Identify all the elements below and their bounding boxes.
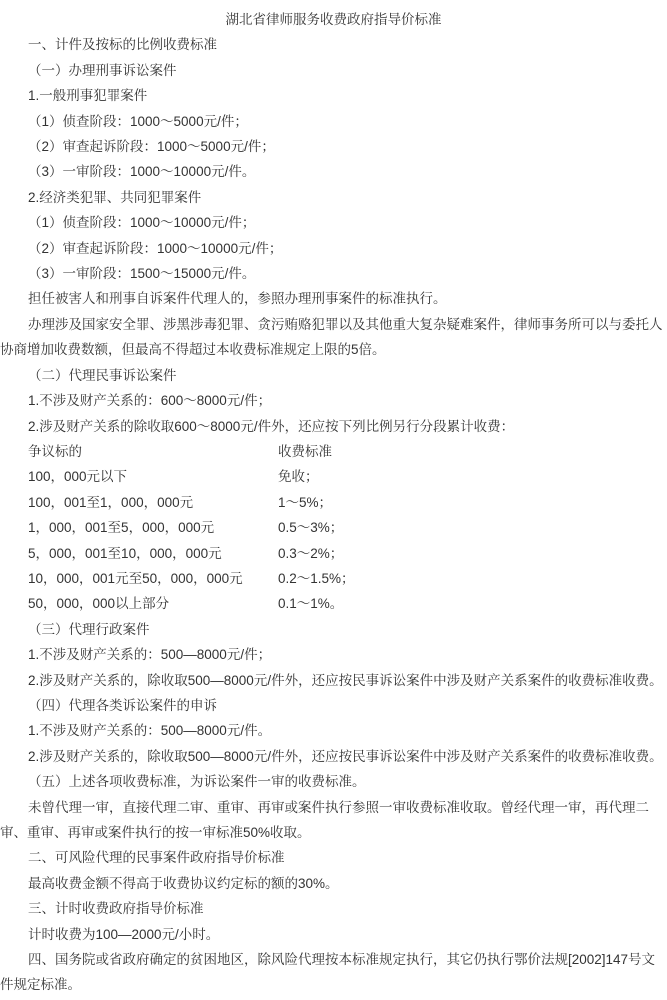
fee-table-row — [0, 591, 667, 616]
paragraph: 1.不涉及财产关系的：600～8000元/件； — [28, 393, 272, 409]
paragraph: （五）上述各项收费标准，为诉讼案件一审的收费标准。 — [28, 774, 366, 790]
paragraph: 1.一般刑事犯罪案件 — [28, 88, 148, 104]
fee-table-row — [0, 464, 667, 489]
paragraph: 三、计时收费政府指导价标准 — [28, 901, 204, 917]
paragraph: 1.不涉及财产关系的：500—8000元/件； — [28, 647, 272, 663]
fee-table-row — [0, 566, 667, 591]
paragraph: （3）一审阶段：1000～10000元/件。 — [28, 164, 256, 180]
fee-rate-header: 收费标准 — [278, 443, 332, 459]
fee-range-cell: 100，000元以下 — [28, 469, 128, 485]
paragraph: （3）一审阶段：1500～15000元/件。 — [28, 266, 256, 282]
paragraph: 担任被害人和刑事自诉案件代理人的，参照办理刑事案件的标准执行。 — [28, 291, 447, 307]
paragraph: 2.涉及财产关系的，除收取500—8000元/件外，还应按民事诉讼案件中涉及财产关系案件的收费标准收费。 — [28, 748, 663, 764]
paragraph: （1）侦查阶段：1000～5000元/件； — [28, 113, 248, 129]
fee-table-row — [0, 490, 667, 515]
paragraph: （四）代理各类诉讼案件的申诉 — [28, 697, 217, 713]
fee-range-cell: 100，001至1，000，000元 — [28, 494, 194, 510]
paragraph: 2.涉及财产关系的，除收取500—8000元/件外，还应按民事诉讼案件中涉及财产关系案件的收费标准收费。 — [28, 672, 663, 688]
paragraph: 二、可风险代理的民事案件政府指导价标准 — [28, 850, 285, 866]
fee-rate-cell: 0.2～1.5%； — [278, 570, 355, 586]
paragraph: 2.经济类犯罪、共同犯罪案件 — [28, 189, 202, 205]
section-piece-rate-fees — [0, 32, 667, 439]
fee-rate-cell: 0.3～2%； — [278, 545, 344, 561]
fee-range-cell: 50，000，000以上部分 — [28, 596, 170, 612]
fee-rate-cell: 0.1～1%。 — [278, 596, 344, 612]
paragraph: （1）侦查阶段：1000～10000元/件； — [28, 215, 256, 231]
paragraph: 未曾代理一审，直接代理二审、重审、再审或案件执行参照一审收费标准收取。曾经代理一审，再代理二审、重审、再审或案件执行的按一审标准50%收取。 — [0, 799, 649, 840]
fee-table-row — [0, 515, 667, 540]
paragraph: （二）代理民事诉讼案件 — [28, 367, 177, 383]
fee-rate-cell: 0.5～3%； — [278, 520, 344, 536]
fee-table-header — [0, 439, 667, 464]
fee-range-header: 争议标的 — [28, 443, 82, 459]
document-title: 湖北省律师服务收费政府指导价标准 — [225, 12, 442, 27]
paragraph: （一）办理刑事诉讼案件 — [28, 62, 177, 78]
paragraph: 计时收费为100—2000元/小时。 — [28, 926, 220, 942]
fee-rate-cell: 1～5%； — [278, 494, 333, 510]
paragraph: 最高收费金额不得高于收费协议约定标的额的30%。 — [28, 875, 339, 891]
fee-range-cell: 10，000，001元至50，000，000元 — [28, 570, 243, 586]
paragraph: 一、计件及按标的比例收费标准 — [28, 37, 217, 53]
paragraph: 四、国务院或省政府确定的贫困地区，除风险代理按本标准规定执行，其它仍执行鄂价法规[2002]147号文件规定标准。 — [0, 952, 656, 993]
paragraph: 1.不涉及财产关系的：500—8000元/件。 — [28, 723, 272, 739]
paragraph: （2）审查起诉阶段：1000～5000元/件； — [28, 139, 275, 155]
paragraph: （2）审查起诉阶段：1000～10000元/件； — [28, 240, 283, 256]
paragraph: （三）代理行政案件 — [28, 621, 150, 637]
fee-rate-cell: 免收； — [278, 469, 319, 485]
fee-range-cell: 5，000，001至10，000，000元 — [28, 545, 222, 561]
paragraph: 办理涉及国家安全罪、涉黑涉毒犯罪、贪污贿赂犯罪以及其他重大复杂疑难案件，律师事务所可以与委托人协商增加收费数额，但最高不得超过本收费标准规定上限的5倍。 — [0, 316, 663, 358]
fee-table-row — [0, 541, 667, 566]
paragraph: 2.涉及财产关系的除收取600～8000元/件外，还应按下列比例另行分段累计收费： — [28, 418, 515, 434]
fee-range-cell: 1，000，001至5，000，000元 — [28, 520, 215, 536]
section-other-fees — [0, 617, 667, 998]
fee-table — [0, 464, 667, 616]
